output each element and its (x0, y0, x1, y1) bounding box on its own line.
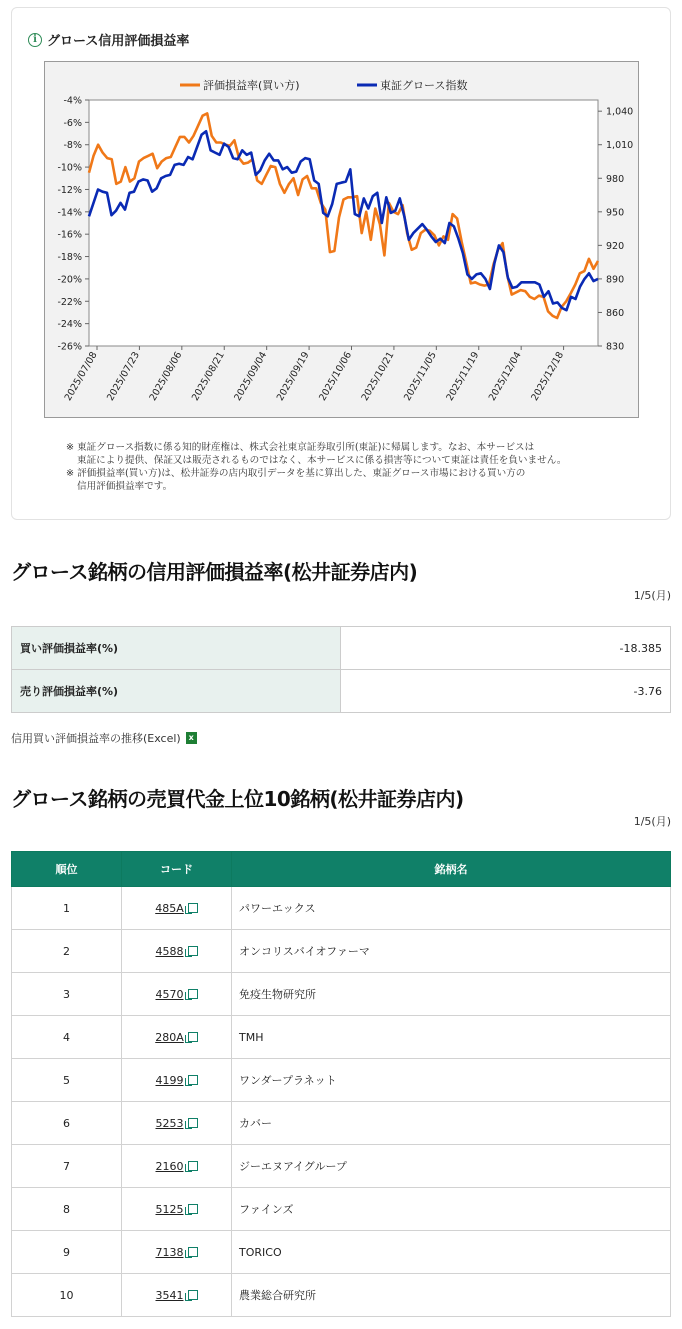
y-left-tick-label: -22% (57, 296, 82, 308)
info-icon[interactable]: i (28, 33, 42, 47)
rank-cell: 3 (12, 973, 122, 1016)
section-title-top10: グロース銘柄の売買代金上位10銘柄(松井証券店内) (11, 787, 464, 811)
code-cell (122, 1145, 232, 1188)
plot-area (89, 100, 598, 346)
copy-icon[interactable] (188, 946, 198, 956)
x-tick-label: 2025/08/06 (147, 350, 185, 403)
x-tick-label: 2025/12/04 (486, 349, 524, 403)
header-rank: 順位 (12, 852, 122, 887)
stock-code-link[interactable]: 4199 (155, 1073, 184, 1087)
code-cell (122, 1188, 232, 1231)
code-cell (122, 1231, 232, 1274)
stock-name-cell: TORICO (232, 1231, 671, 1274)
table-row (12, 1188, 671, 1231)
eval-rate-table (11, 626, 671, 713)
table-row (12, 1059, 671, 1102)
date-note-eval: 1/5(月) (633, 589, 671, 602)
legend-eval-rate-label: 評価損益率(買い方) (203, 79, 300, 92)
header-code: コード (122, 852, 232, 887)
sell-eval-value: -3.76 (341, 670, 671, 713)
top10-table-body (12, 887, 671, 1317)
stock-name-cell: TMH (232, 1016, 671, 1059)
copy-icon[interactable] (188, 1290, 198, 1300)
chart-title-text: グロース信用評価損益率 (47, 34, 190, 49)
x-tick-label: 2025/10/06 (317, 350, 355, 403)
excel-link-text[interactable]: 信用買い評価損益率の推移(Excel) (11, 732, 181, 745)
y-right-tick-label: 1,040 (606, 106, 634, 118)
sell-eval-label: 売り評価損益率(%) (12, 670, 341, 713)
rank-cell: 2 (12, 930, 122, 973)
table-row (12, 1274, 671, 1317)
stock-code-link[interactable]: 485A (155, 901, 184, 915)
rank-cell: 8 (12, 1188, 122, 1231)
x-tick-label: 2025/08/21 (189, 350, 227, 403)
note-line-2: 東証により提供、保証又は販売されるものではなく、本サービスに係る損害等について東証は責任を負いません。 (77, 455, 567, 466)
y-left-tick-label: -16% (57, 229, 82, 241)
stock-code-link[interactable]: 4570 (155, 987, 184, 1001)
x-tick-label: 2025/11/05 (402, 350, 439, 403)
x-tick-label: 2025/11/19 (444, 350, 482, 403)
top10-table (11, 851, 671, 1317)
section-title-eval: グロース銘柄の信用評価損益率(松井証券店内) (11, 560, 418, 584)
rank-cell: 7 (12, 1145, 122, 1188)
excel-download-link[interactable] (11, 730, 197, 746)
y-left-tick-label: -10% (57, 162, 82, 174)
stock-code-link[interactable]: 5253 (155, 1116, 184, 1130)
table-row (12, 1102, 671, 1145)
buy-eval-value: -18.385 (341, 627, 671, 670)
copy-icon[interactable] (188, 1161, 198, 1171)
note-line-1: ※ 東証グロース指数に係る知的財産権は、株式会社東京証券取引所(東証)に帰属します。なお、本サービスは (66, 442, 535, 453)
legend-growth-index-label: 東証グロース指数 (380, 79, 468, 92)
chart-frame (44, 61, 639, 418)
rank-cell: 10 (12, 1274, 122, 1317)
stock-name-cell: 免疫生物研究所 (232, 973, 671, 1016)
y-right-tick-label: 890 (606, 274, 625, 286)
stock-code-link[interactable]: 280A (155, 1030, 184, 1044)
stock-name-cell: ファインズ (232, 1188, 671, 1231)
y-left-tick-label: -6% (63, 117, 82, 129)
copy-icon[interactable] (188, 1247, 198, 1257)
code-cell (122, 1274, 232, 1317)
table-row (12, 1231, 671, 1274)
stock-code-link[interactable]: 4588 (155, 944, 184, 958)
chart-card (11, 7, 671, 520)
stock-name-cell: ワンダープラネット (232, 1059, 671, 1102)
stock-code-link[interactable]: 5125 (155, 1202, 184, 1216)
note-line-3: ※ 評価損益率(買い方)は、松井証券の店内取引データを基に算出した、東証グロース市場における買い方の (66, 468, 526, 479)
table-row (12, 670, 671, 713)
chart-notes (66, 441, 666, 493)
y-left-tick-label: -24% (57, 319, 82, 331)
table-row (12, 1145, 671, 1188)
date-note-top10: 1/5(月) (633, 815, 671, 828)
copy-icon[interactable] (188, 903, 198, 913)
copy-icon[interactable] (188, 1075, 198, 1085)
y-right-tick-label: 1,010 (606, 140, 634, 152)
stock-code-link[interactable]: 2160 (155, 1159, 184, 1173)
stock-name-cell: カバー (232, 1102, 671, 1145)
table-row (12, 973, 671, 1016)
rank-cell: 4 (12, 1016, 122, 1059)
x-tick-label: 2025/10/21 (359, 350, 397, 403)
copy-icon[interactable] (188, 1118, 198, 1128)
y-left-tick-label: -8% (63, 140, 82, 152)
code-cell (122, 1059, 232, 1102)
y-left-tick-label: -20% (57, 274, 82, 286)
code-cell (122, 887, 232, 930)
note-line-4: 信用評価損益率です。 (77, 481, 173, 492)
y-left-tick-label: -26% (57, 341, 82, 353)
buy-eval-label: 買い評価損益率(%) (12, 627, 341, 670)
code-cell (122, 1016, 232, 1059)
y-left-tick-label: -18% (57, 252, 82, 264)
stock-name-cell: パワーエックス (232, 887, 671, 930)
y-right-tick-label: 860 (606, 307, 625, 319)
excel-icon: x (186, 732, 197, 744)
table-row (12, 930, 671, 973)
y-left-tick-label: -4% (63, 95, 82, 107)
table-row (12, 1016, 671, 1059)
copy-icon[interactable] (188, 1032, 198, 1042)
y-right-tick-label: 830 (606, 341, 625, 353)
chart-title (28, 30, 189, 49)
x-tick-label: 2025/09/19 (274, 350, 312, 403)
copy-icon[interactable] (188, 1204, 198, 1214)
table-header-row (12, 852, 671, 887)
rank-cell: 6 (12, 1102, 122, 1145)
code-cell (122, 1102, 232, 1145)
table-row (12, 627, 671, 670)
code-cell (122, 973, 232, 1016)
rank-cell: 9 (12, 1231, 122, 1274)
y-right-tick-label: 980 (606, 173, 625, 185)
x-tick-label: 2025/07/08 (62, 350, 100, 403)
y-right-tick-label: 920 (606, 240, 625, 252)
stock-name-cell: ジーエヌアイグループ (232, 1145, 671, 1188)
x-tick-label: 2025/12/18 (529, 350, 567, 403)
stock-name-cell: オンコリスバイオファーマ (232, 930, 671, 973)
y-left-tick-label: -12% (57, 184, 82, 196)
credit-eval-chart (45, 62, 640, 419)
header-name: 銘柄名 (232, 852, 671, 887)
table-row (12, 887, 671, 930)
rank-cell: 5 (12, 1059, 122, 1102)
y-left-tick-label: -14% (57, 207, 82, 219)
code-cell (122, 930, 232, 973)
copy-icon[interactable] (188, 989, 198, 999)
x-tick-label: 2025/07/23 (105, 350, 143, 403)
stock-name-cell: 農業総合研究所 (232, 1274, 671, 1317)
stock-code-link[interactable]: 3541 (155, 1288, 184, 1302)
stock-code-link[interactable]: 7138 (155, 1245, 184, 1259)
rank-cell: 1 (12, 887, 122, 930)
x-tick-label: 2025/09/04 (232, 350, 270, 403)
y-right-tick-label: 950 (606, 207, 625, 219)
